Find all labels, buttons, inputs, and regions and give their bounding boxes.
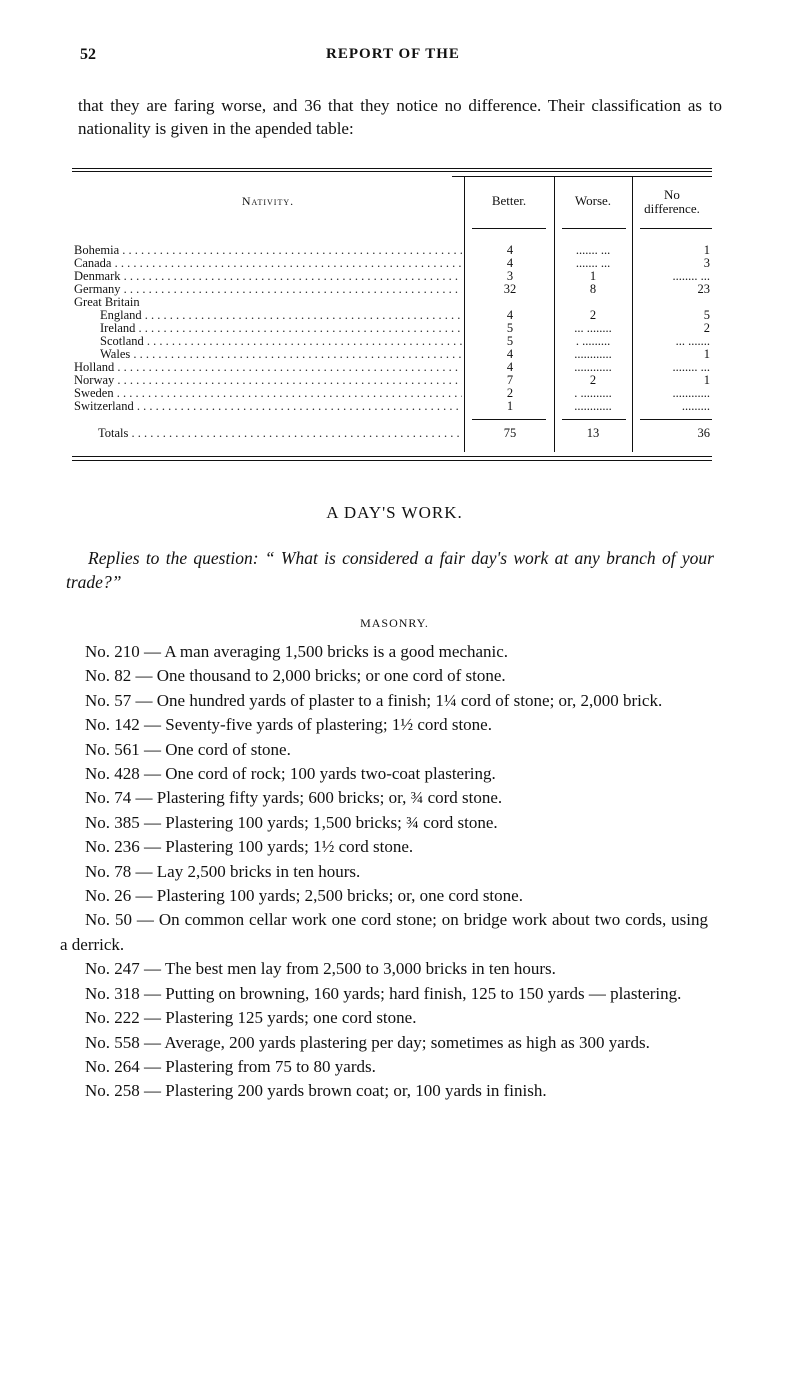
list-item: No. 50 — On common cellar work one cord stone; on bridge work about two cords, using a derrick. <box>60 910 708 954</box>
col-header-difference: difference. <box>644 201 700 216</box>
list-item: No. 74 — Plastering fifty yards; 600 bricks; or, ¾ cord stone. <box>85 788 503 808</box>
table-bottom-rule <box>72 456 712 457</box>
table-row: Sweden . . . 2 . .......... ............ <box>72 387 712 400</box>
table-row: Ireland . . . 5 ... ........ 2 <box>72 322 712 335</box>
table-row: Denmark . . . 3 1 ........ ... <box>72 270 712 283</box>
table-row: Holland . . . 4 ............ ........ ... <box>72 361 712 374</box>
col-header-nativity: Nativity. <box>241 194 295 208</box>
running-title: REPORT OF THE <box>326 46 460 62</box>
table-row: Switzerland . . . 1 ............ ......... <box>72 400 712 413</box>
subsection-title: MASONRY. <box>360 616 429 630</box>
question-paragraph: Replies to the question: “ What is considered a fair day's work at any branch of your trade?” <box>66 548 714 592</box>
totals-rule <box>472 419 546 420</box>
totals-rule <box>562 419 626 420</box>
col-header-better: Better. <box>491 193 527 208</box>
col-header-worse: Worse. <box>574 193 612 208</box>
entry-list <box>60 640 708 1104</box>
table-row-group: Great Britain <box>74 296 140 309</box>
intro-text: that they are faring worse, and 36 that they notice no difference. Their classification as to nationality is given in the apended table: <box>78 96 722 138</box>
table-top-rule-2 <box>72 171 712 172</box>
table-row: Norway . . . 7 2 1 <box>72 374 712 387</box>
header-underline <box>562 228 626 229</box>
list-item: No. 57 — One hundred yards of plaster to a finish; 1¼ cord of stone; or, 2,000 brick. <box>85 690 663 710</box>
page-number: 52 <box>80 46 96 63</box>
list-item: No. 210 — A man averaging 1,500 bricks is a good mechanic. <box>85 642 509 661</box>
list-item: No. 82 — One thousand to 2,000 bricks; or one cord of stone. <box>85 666 506 686</box>
table-row: England . . . 4 2 5 <box>72 309 712 322</box>
list-item: No. 26 — Plastering 100 yards; 2,500 bricks; or, one cord stone. <box>85 886 523 906</box>
table-row: Germany . . . 32 8 23 <box>72 283 712 296</box>
table-bottom-rule-2 <box>72 460 712 461</box>
table-row: Wales . . . 4 ............ 1 <box>72 348 712 361</box>
intro-paragraph <box>78 94 722 140</box>
table-row-totals: Totals . . . 75 13 36 <box>72 427 712 440</box>
table-row: Bohemia . . . 4 ....... ... 1 <box>72 244 712 257</box>
list-item: No. 258 — Plastering 200 yards brown coat; or, 100 yards in finish. <box>85 1081 547 1101</box>
list-item: No. 222 — Plastering 125 yards; one cord stone. <box>85 1008 417 1028</box>
list-item: No. 318 — Putting on browning, 160 yards; hard finish, 125 to 150 yards — plastering. <box>85 983 682 1003</box>
page-header <box>78 46 708 70</box>
list-item: No. 561 — One cord of stone. <box>85 739 291 759</box>
nativity-table <box>72 168 712 464</box>
list-item: No. 264 — Plastering from 75 to 80 yards. <box>85 1056 376 1076</box>
header-underline <box>640 228 712 229</box>
table-top-rule-3 <box>452 176 712 177</box>
list-item: No. 428 — One cord of rock; 100 yards two-coat plastering. <box>85 764 496 784</box>
list-item: No. 385 — Plastering 100 yards; 1,500 bricks; ¾ cord stone. <box>85 812 498 832</box>
table-row: Canada . . . 4 ....... ... 3 <box>72 257 712 270</box>
col-header-no-difference <box>632 188 712 216</box>
table-top-rule <box>72 168 712 169</box>
table-row: Scotland . . . 5 . ......... ... ....... <box>72 335 712 348</box>
list-item: No. 247 — The best men lay from 2,500 to 3,000 bricks in ten hours. <box>85 959 556 979</box>
header-underline <box>472 228 546 229</box>
list-item: No. 142 — Seventy-five yards of plastering; 1½ cord stone. <box>85 715 492 735</box>
list-item: No. 236 — Plastering 100 yards; 1½ cord stone. <box>85 837 414 857</box>
list-item: No. 558 — Average, 200 yards plastering per day; sometimes as high as 300 yards. <box>85 1032 650 1052</box>
totals-rule <box>640 419 712 420</box>
col-header-no: No <box>664 187 680 202</box>
list-item: No. 78 — Lay 2,500 bricks in ten hours. <box>85 861 361 881</box>
section-title: A DAY'S WORK. <box>326 503 463 522</box>
